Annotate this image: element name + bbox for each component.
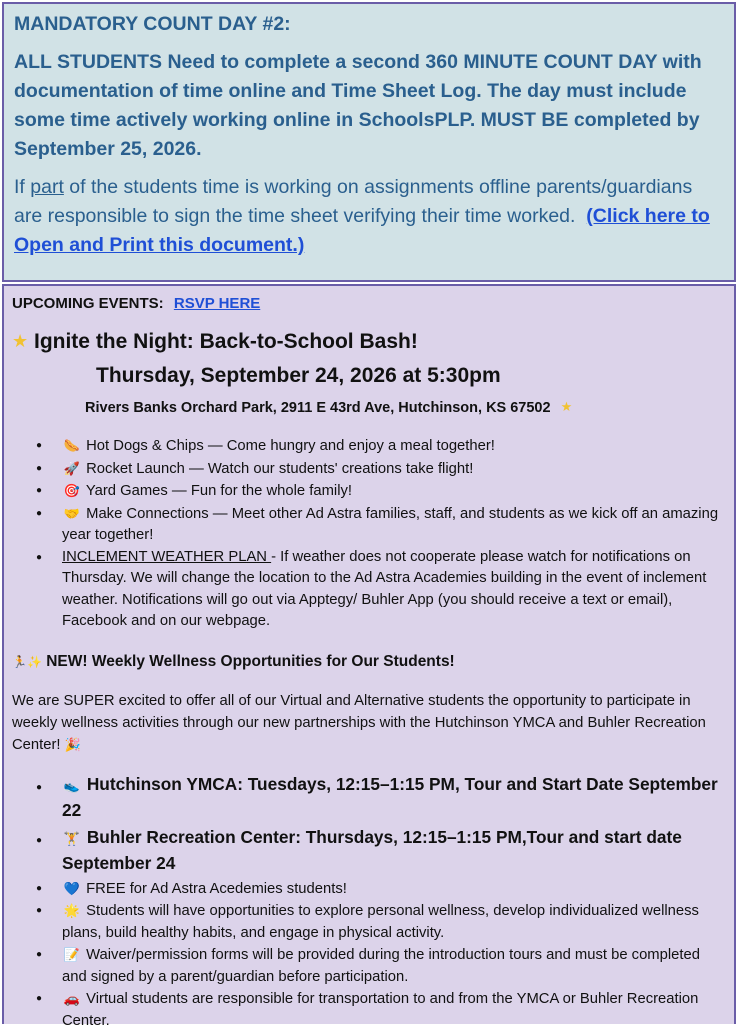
- memo-icon: 📝: [62, 944, 82, 966]
- list-item: ● 🤝 Make Connections — Meet other Ad Astra families, staff, and students as we kick off an amazing year together!: [12, 503, 726, 547]
- sparkles-icon: ✨: [27, 651, 42, 673]
- list-item: ● 🌟 Students will have opportunities to explore personal wellness, develop individualized wellness plans, build healthy habits, and engage in physical activity.: [12, 900, 726, 944]
- runner-icon: 🏃: [12, 651, 27, 673]
- list-item: ● INCLEMENT WEATHER PLAN - If weather does not cooperate please watch for notifications on Thursday. We will change the location to the Ad Astra Academies building in the event of inclement weather. Notifications will go out via Apptegy/ Buhler App (you should receive a text or email), Facebook and on our webpage.: [12, 547, 726, 633]
- upcoming-events-header: [12, 294, 726, 314]
- wellness-title: 🏃✨ NEW! Weekly Wellness Opportunities for Our Students!: [12, 651, 726, 673]
- rocket-icon: 🚀: [62, 458, 82, 480]
- count-day-notice: [2, 2, 736, 282]
- event-location: Rivers Banks Orchard Park, 2911 E 43rd Ave, Hutchinson, KS 67502 ★: [85, 398, 726, 417]
- star-icon: ★: [561, 398, 573, 416]
- list-item: ● 🏋 Buhler Recreation Center: Thursdays, 12:15–1:15 PM,Tour and start date September 24: [12, 825, 726, 875]
- star-icon: ★: [12, 328, 28, 354]
- weightlifter-icon: 🏋: [62, 827, 82, 851]
- notice-body: If part of the students time is working on assignments offline parents/guardians are responsible to sign the time sheet verifying their time worked. (Click here to Open and Print this document.): [14, 173, 724, 260]
- list-item: ● 💙 FREE for Ad Astra Acedemies students!: [12, 878, 726, 901]
- hot-dog-icon: 🌭: [62, 435, 82, 457]
- underlined-word: part: [30, 176, 64, 198]
- list-item: ● 🚀 Rocket Launch — Watch our students' creations take flight!: [12, 458, 726, 481]
- party-popper-icon: 🎉: [65, 734, 81, 756]
- wellness-list: [12, 772, 726, 1032]
- notice-body-bold: ALL STUDENTS Need to complete a second 360 MINUTE COUNT DAY with documentation of time online and Time Sheet Log. The day must include some time actively working online in SchoolsPLP. MUST BE completed by September 25, 2026.: [14, 48, 724, 164]
- wellness-intro: We are SUPER excited to offer all of our Virtual and Alternative students the opportunity to participate in weekly wellness activities through our new partnerships with the Hutchinson YMCA and Buhler Recreation Center! 🎉: [12, 690, 726, 756]
- open-print-document-link[interactable]: (Click here to Open and Print this document.): [14, 205, 710, 256]
- sneaker-icon: 👟: [62, 774, 82, 798]
- handshake-icon: 🤝: [62, 503, 82, 525]
- weather-plan-label: INCLEMENT WEATHER PLAN: [62, 549, 271, 565]
- event-activities-list: [12, 435, 726, 633]
- list-item: ● 📝 Waiver/permission forms will be provided during the introduction tours and must be completed and signed by a parent/guardian before participation.: [12, 944, 726, 988]
- event-date: Thursday, September 24, 2026 at 5:30pm: [96, 363, 726, 389]
- list-item: ● 👟 Hutchinson YMCA: Tuesdays, 12:15–1:15 PM, Tour and Start Date September 22: [12, 772, 726, 822]
- list-item: ● 🌭 Hot Dogs & Chips — Come hungry and enjoy a meal together!: [12, 435, 726, 458]
- rsvp-link[interactable]: RSVP HERE: [174, 295, 260, 312]
- star-icon: 🌟: [62, 900, 82, 922]
- target-icon: 🎯: [62, 480, 82, 502]
- car-icon: 🚗: [62, 988, 82, 1010]
- upcoming-events-label: UPCOMING EVENTS:: [12, 295, 164, 312]
- blue-heart-icon: 💙: [62, 878, 82, 900]
- events-section: [2, 284, 736, 1024]
- list-item: ● 🎯 Yard Games — Fun for the whole family!: [12, 480, 726, 503]
- list-item: ● 🚗 Virtual students are responsible for transportation to and from the YMCA or Buhler Recreation Center.: [12, 988, 726, 1032]
- event-title: ★ Ignite the Night: Back-to-School Bash!: [12, 328, 726, 355]
- notice-heading: MANDATORY COUNT DAY #2:: [14, 10, 724, 39]
